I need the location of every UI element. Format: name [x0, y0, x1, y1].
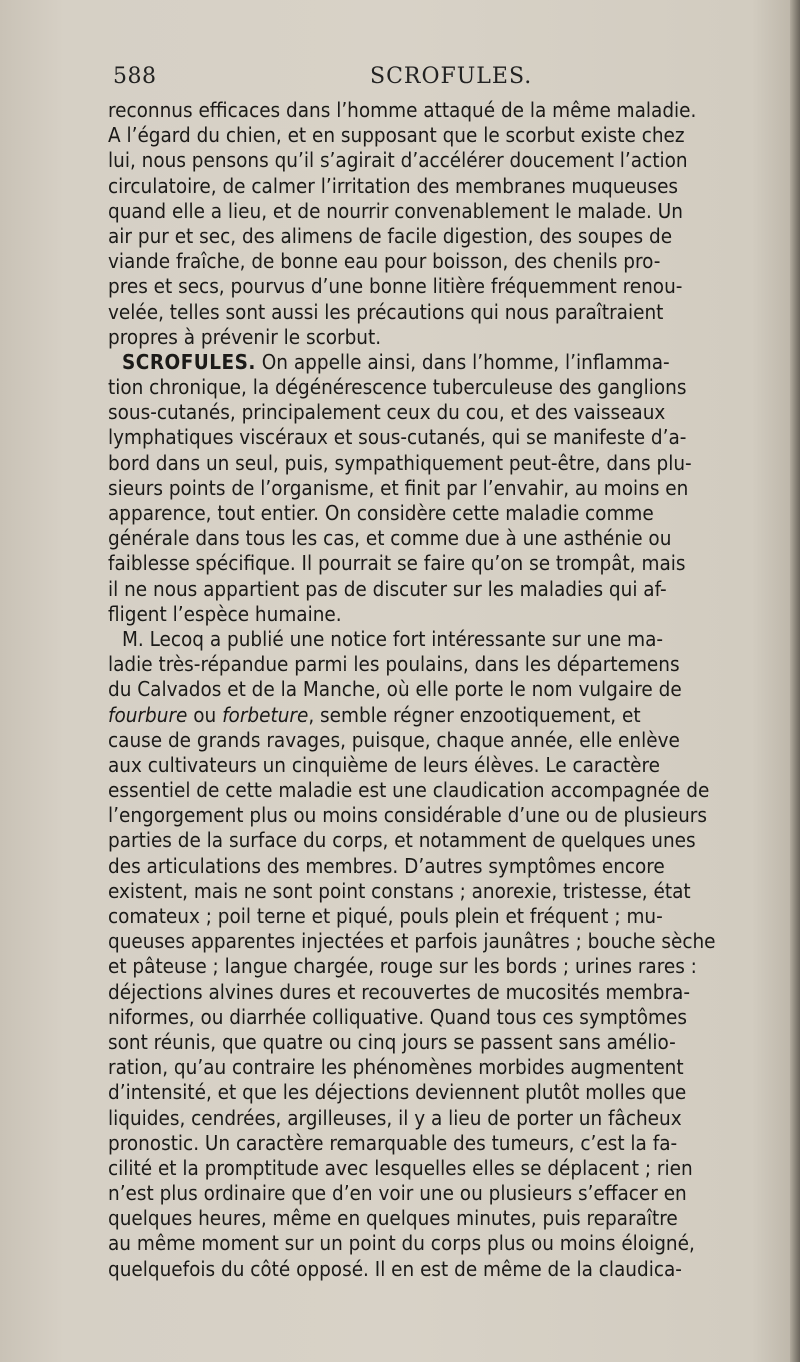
- text-line: au même moment sur un point du corps plus ou moins éloigné,: [108, 1231, 695, 1256]
- page-header: [113, 64, 753, 98]
- running-title: SCROFULES.: [370, 64, 533, 89]
- text-line: il ne nous appartient pas de discuter sur les maladies qui af-: [108, 576, 667, 601]
- entry-heading: SCROFULES.: [122, 349, 256, 374]
- text-line: des articulations des membres. D’autres symptômes encore: [108, 853, 665, 878]
- text-line: parties de la surface du corps, et notamment de quelques unes: [108, 828, 696, 853]
- text-line: cilité et la promptitude avec lesquelles elles se déplacent ; rien: [108, 1155, 693, 1180]
- text-line: cause de grands ravages, puisque, chaque année, elle enlève: [108, 727, 680, 752]
- text-line: sieurs points de l’organisme, et finit par l’envahir, au moins en: [108, 475, 689, 500]
- text-line: [108, 350, 758, 375]
- text-line: air pur et sec, des alimens de facile digestion, des soupes de: [108, 223, 673, 248]
- text-line: apparence, tout entier. On considère cette maladie comme: [108, 501, 654, 525]
- text-line: quelquefois du côté opposé. Il en est de même de la claudica-: [108, 1256, 682, 1281]
- text-line: l’engorgement plus ou moins considérable d’une ou de plusieurs: [108, 803, 707, 828]
- italic-term: fourbure: [108, 702, 188, 727]
- text-line: aux cultivateurs un cinquième de leurs élèves. Le caractère: [108, 752, 661, 777]
- text-line: A l’égard du chien, et en supposant que le scorbut existe chez: [108, 123, 685, 148]
- text-line: bord dans un seul, puis, sympathiquement peut-être, dans plu-: [108, 450, 692, 475]
- text-line: et pâteuse ; langue chargée, rouge sur les bords ; urines rares :: [108, 954, 697, 979]
- body-text: [108, 98, 758, 1282]
- text-line: pres et secs, pourvus d’une bonne litière fréquemment renou-: [108, 274, 683, 299]
- text-line: ladie très-répandue parmi les poulains, dans les départemens: [108, 652, 680, 677]
- text-line: velée, telles sont aussi les précautions qui nous paraîtraient: [108, 299, 664, 324]
- text-line: lui, nous pensons qu’il s’agirait d’accélérer doucement l’action: [108, 148, 688, 173]
- text-line: tion chronique, la dégénérescence tuberculeuse des ganglions: [108, 375, 687, 400]
- text-line: liquides, cendrées, argilleuses, il y a lieu de porter un fâcheux: [108, 1105, 682, 1130]
- text-line: viande fraîche, de bonne eau pour boisson, des chenils pro-: [108, 249, 661, 274]
- text-line: [108, 703, 758, 728]
- text-line: propres à prévenir le scorbut.: [108, 324, 382, 349]
- text-line: quelques heures, même en quelques minutes, puis reparaître: [108, 1206, 678, 1231]
- page-number: 588: [113, 64, 157, 89]
- text-line: M. Lecoq a publié une notice fort intéressante sur une ma-: [122, 626, 664, 651]
- text-line: queuses apparentes injectées et parfois jaunâtres ; bouche sèche: [108, 929, 716, 954]
- text-line: d’intensité, et que les déjections deviennent plutôt molles que: [108, 1080, 687, 1105]
- italic-term: forbeture: [222, 702, 309, 727]
- text-line: sont réunis, que quatre ou cinq jours se passent sans amélio-: [108, 1029, 676, 1054]
- text-line: générale dans tous les cas, et comme due à une asthénie ou: [108, 526, 672, 551]
- text-line: sous-cutanés, principalement ceux du cou, et des vaisseaux: [108, 400, 666, 425]
- text-line: faiblesse spécifique. Il pourrait se faire qu’on se trompât, mais: [108, 551, 686, 576]
- text-run: On appelle ainsi, dans l’homme, l’inflamma-: [255, 349, 670, 374]
- text-line: pronostic. Un caractère remarquable des tumeurs, c’est la fa-: [108, 1130, 678, 1155]
- text-line: du Calvados et de la Manche, où elle porte le nom vulgaire de: [108, 677, 682, 702]
- text-line: ration, qu’au contraire les phénomènes morbides augmentent: [108, 1055, 684, 1080]
- text-line: fligent l’espèce humaine.: [108, 601, 342, 626]
- text-line: lymphatiques viscéraux et sous-cutanés, qui se manifeste d’a-: [108, 425, 687, 450]
- text-line: comateux ; poil terne et piqué, pouls plein et fréquent ; mu-: [108, 904, 663, 928]
- text-line: déjections alvines dures et recouvertes de mucosités membra-: [108, 979, 690, 1004]
- text-line: reconnus efficaces dans l’homme attaqué de la même maladie.: [108, 98, 697, 122]
- text-line: existent, mais ne sont point constans ; anorexie, tristesse, état: [108, 878, 691, 903]
- page-edge-shadow: [790, 0, 800, 1362]
- text-line: essentiel de cette maladie est une claudication accompagnée de: [108, 778, 710, 803]
- text-run: , semble régner enzootiquement, et: [308, 702, 641, 727]
- text-line: n’est plus ordinaire que d’en voir une ou plusieurs s’effacer en: [108, 1181, 687, 1206]
- text-line: niformes, ou diarrhée colliquative. Quand tous ces symptômes: [108, 1004, 687, 1029]
- text-line: circulatoire, de calmer l’irritation des membranes muqueuses: [108, 173, 679, 198]
- text-line: quand elle a lieu, et de nourrir convenablement le malade. Un: [108, 198, 683, 223]
- text-run: ou: [187, 702, 223, 727]
